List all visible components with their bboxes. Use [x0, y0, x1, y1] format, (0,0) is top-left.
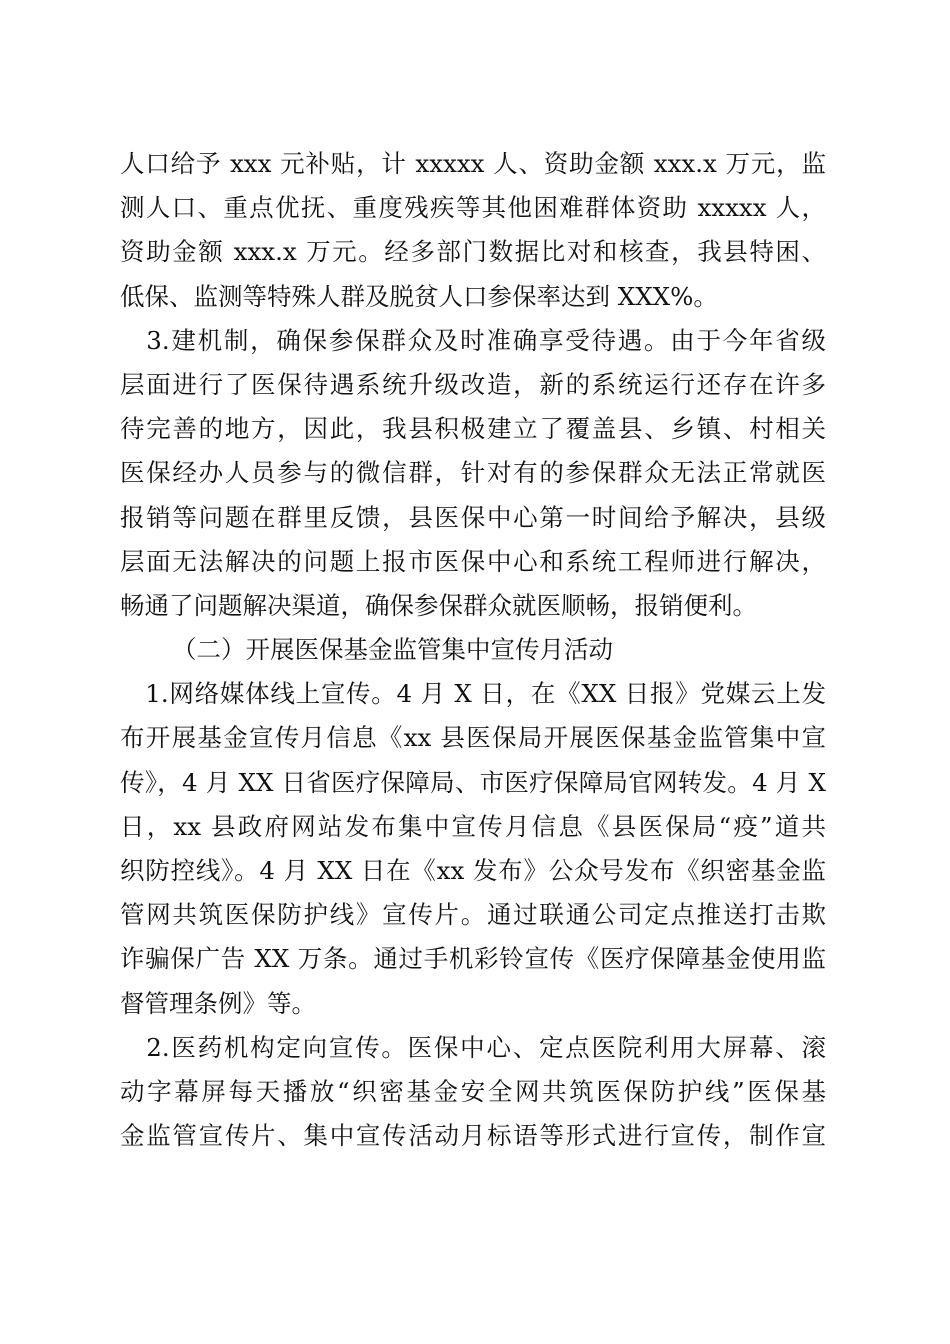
- paragraph-line: 测人口、重点优抚、重度残疾等其他困难群体资助 xxxxx 人，: [120, 193, 826, 223]
- paragraph-line: 3.建机制，确保参保群众及时准确享受待遇。由于今年省级: [120, 325, 826, 355]
- paragraph-line: 待完善的地方，因此，我县积极建立了覆盖县、乡镇、村相关: [120, 414, 826, 444]
- paragraph-line: 低保、监测等特殊人群及脱贫人口参保率达到 XXX%。: [120, 281, 718, 311]
- paragraph-line: 督管理条例》等。: [120, 988, 316, 1018]
- document-body: [120, 142, 826, 1158]
- paragraph-line: 传》，4 月 XX 日省医疗保障局、市医疗保障局官网转发。4 月 X: [120, 767, 826, 797]
- section-heading: （二）开展医保基金监管集中宣传月活动: [172, 635, 613, 665]
- paragraph-line: 医保经办人员参与的微信群，针对有的参保群众无法正常就医: [120, 458, 826, 488]
- paragraph-line: 日，xx 县政府网站发布集中宣传月信息《县医保局“疫”道共: [120, 811, 826, 841]
- paragraph-line: 布开展基金宣传月信息《xx 县医保局开展医保基金监管集中宣: [120, 723, 826, 753]
- paragraph-line: 金监管宣传片、集中宣传活动月标语等形式进行宣传，制作宣: [120, 1121, 826, 1151]
- paragraph-line: 动字幕屏每天播放“织密基金安全网共筑医保防护线”医保基: [120, 1076, 826, 1106]
- paragraph-line: 诈骗保广告 XX 万条。通过手机彩铃宣传《医疗保障基金使用监: [120, 944, 826, 974]
- paragraph-line: 1.网络媒体线上宣传。4 月 X 日，在《XX 日报》党媒云上发: [120, 679, 826, 709]
- paragraph-line: 人口给予 xxx 元补贴，计 xxxxx 人、资助金额 xxx.x 万元，监: [120, 149, 826, 178]
- paragraph-line: 畅通了问题解决渠道，确保参保群众就医顺畅，报销便利。: [120, 590, 757, 620]
- paragraph-line: 资助金额 xxx.x 万元。经多部门数据比对和核查，我县特困、: [120, 237, 826, 267]
- paragraph-line: 2.医药机构定向宣传。医保中心、定点医院利用大屏幕、滚: [120, 1032, 826, 1062]
- paragraph-line: 层面进行了医保待遇系统升级改造，新的系统运行还存在许多: [120, 369, 826, 399]
- paragraph-line: 报销等问题在群里反馈，县医保中心第一时间给予解决，县级: [120, 502, 826, 532]
- paragraph-line: 层面无法解决的问题上报市医保中心和系统工程师进行解决，: [120, 546, 826, 576]
- paragraph-line: 管网共筑医保防护线》宣传片。通过联通公司定点推送打击欺: [120, 900, 826, 930]
- paragraph-line: 织防控线》。4 月 XX 日在《xx 发布》公众号发布《织密基金监: [120, 856, 826, 885]
